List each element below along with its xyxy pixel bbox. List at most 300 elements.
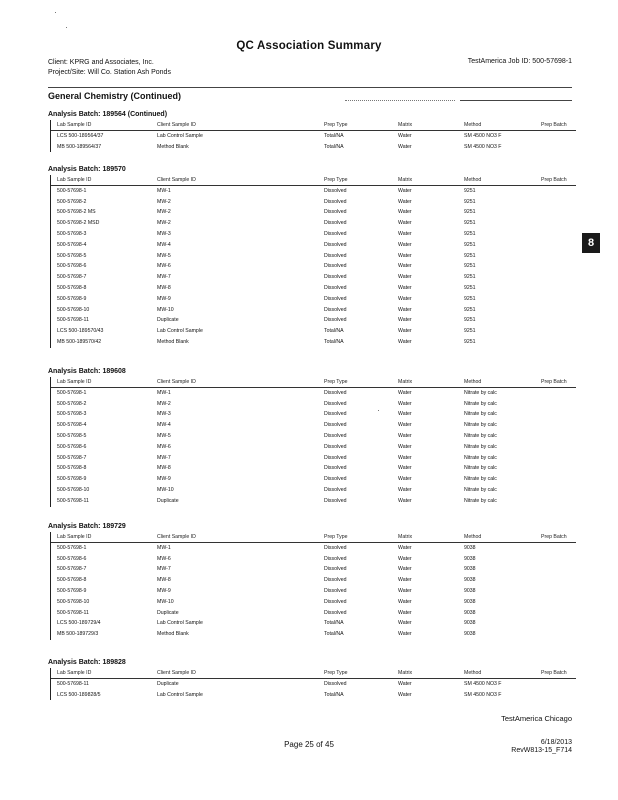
table-cell: Water	[398, 306, 412, 313]
header-rule	[48, 87, 572, 88]
table-cell: SM 4500 NO3 F	[464, 680, 502, 687]
table-cell: 9251	[464, 220, 476, 227]
table-cell: Water	[398, 465, 412, 472]
table-cell: Nitrate by calc	[464, 400, 497, 407]
table-cell: MW-5	[157, 252, 171, 259]
column-header: Matrix	[398, 670, 413, 676]
table-cell: MW-10	[157, 306, 174, 313]
table-cell: MW-3	[157, 230, 171, 237]
table-cell: 500-57698-1	[57, 544, 87, 551]
table-header	[51, 175, 576, 186]
column-header: Client Sample ID	[157, 379, 196, 385]
table-cell: MW-6	[157, 555, 171, 562]
table-cell: Water	[398, 230, 412, 237]
table-cell: Nitrate by calc	[464, 411, 497, 418]
project-site: Project/Site: Will Co. Station Ash Ponds	[48, 69, 171, 76]
table-cell: MW-9	[157, 476, 171, 483]
table-cell: Method Blank	[157, 143, 189, 150]
table-cell: MW-7	[157, 454, 171, 461]
table-cell: Method Blank	[157, 338, 189, 345]
page-title: QC Association Summary	[236, 40, 382, 52]
table-cell: 500-57698-11	[57, 317, 89, 324]
table-cell: 500-57698-10	[57, 306, 90, 313]
table-cell: 500-57698-10	[57, 486, 90, 493]
table-cell: LCS 500-189828/5	[57, 691, 101, 698]
section-tab-badge: 8	[582, 233, 600, 253]
batch-block	[48, 658, 576, 700]
table-cell: Total/NA	[324, 338, 344, 345]
table-cell: Water	[398, 411, 412, 418]
table-cell: MW-9	[157, 295, 171, 302]
table-row	[51, 272, 576, 283]
table-row	[51, 690, 576, 701]
table-cell: Water	[398, 317, 412, 324]
table-row	[51, 474, 576, 485]
table-cell: 9251	[464, 338, 476, 345]
table-cell: Dissolved	[324, 598, 347, 605]
table-cell: Water	[398, 143, 412, 150]
table-cell: MW-1	[157, 187, 171, 194]
table-cell: Dissolved	[324, 230, 347, 237]
table-cell: MW-2	[157, 220, 171, 227]
table-cell: Dissolved	[324, 587, 347, 594]
table-header	[51, 668, 576, 679]
table-row	[51, 409, 576, 420]
table-cell: 500-57698-8	[57, 284, 87, 291]
table-row	[51, 240, 576, 251]
table-row	[51, 337, 576, 348]
table-cell: Water	[398, 284, 412, 291]
table-row	[51, 294, 576, 305]
table-row	[51, 186, 576, 197]
batch-block	[48, 165, 576, 348]
table-cell: 9251	[464, 263, 476, 270]
table-cell: Water	[398, 220, 412, 227]
table-cell: 9038	[464, 577, 476, 584]
batch-block	[48, 522, 576, 640]
table-cell: MW-9	[157, 587, 171, 594]
scan-speck	[66, 27, 67, 28]
column-header: Prep Batch	[541, 670, 567, 676]
table-cell: Method Blank	[157, 631, 189, 638]
table-cell: 500-57698-8	[57, 577, 87, 584]
table-cell: 9038	[464, 631, 476, 638]
table-cell: LCS 500-189729/4	[57, 620, 101, 627]
batch-title: Analysis Batch: 189608	[48, 368, 126, 375]
table-row	[51, 218, 576, 229]
table-cell: Dissolved	[324, 566, 347, 573]
table-cell: 9251	[464, 198, 476, 205]
table-cell: MW-10	[157, 486, 174, 493]
table-cell: 500-57698-1	[57, 389, 87, 396]
table-row	[51, 463, 576, 474]
table-cell: Water	[398, 338, 412, 345]
table-cell: MB 500-189729/3	[57, 631, 99, 638]
table-cell: 9038	[464, 609, 476, 616]
batch-block	[48, 110, 576, 152]
table-cell: Water	[398, 577, 412, 584]
column-header: Matrix	[398, 534, 413, 540]
table-cell: Water	[398, 328, 412, 335]
batch-table	[50, 532, 576, 640]
table-cell: Dissolved	[324, 198, 347, 205]
column-header: Prep Batch	[541, 379, 567, 385]
table-cell: MW-4	[157, 241, 171, 248]
table-cell: MW-7	[157, 566, 171, 573]
column-header: Client Sample ID	[157, 122, 196, 128]
table-cell: 500-57698-6	[57, 263, 87, 270]
table-cell: Water	[398, 443, 412, 450]
table-header	[51, 120, 576, 131]
table-cell: Lab Control Sample	[157, 132, 203, 139]
section-title: General Chemistry (Continued)	[48, 91, 182, 101]
table-cell: SM 4500 NO3 F	[464, 132, 502, 139]
table-cell: 9251	[464, 274, 476, 281]
table-cell: Dissolved	[324, 209, 347, 216]
batch-title: Analysis Batch: 189570	[48, 166, 126, 173]
table-cell: 9038	[464, 544, 476, 551]
table-cell: 500-57698-8	[57, 465, 87, 472]
report-date: 6/18/2013	[540, 739, 572, 746]
batch-table	[50, 377, 576, 507]
table-cell: 500-57698-4	[57, 422, 87, 429]
table-cell: Water	[398, 620, 412, 627]
table-cell: 500-57698-5	[57, 432, 87, 439]
table-cell: Nitrate by calc	[464, 497, 497, 504]
table-cell: MW-2	[157, 198, 171, 205]
column-header: Lab Sample ID	[57, 177, 92, 183]
table-cell: Dissolved	[324, 389, 347, 396]
footer-date	[511, 739, 572, 755]
table-cell: 500-57698-11	[57, 680, 89, 687]
table-cell: Dissolved	[324, 187, 347, 194]
table-cell: 9251	[464, 252, 476, 259]
table-cell: Water	[398, 476, 412, 483]
table-cell: Water	[398, 454, 412, 461]
column-header: Prep Type	[324, 379, 348, 385]
table-cell: 9038	[464, 598, 476, 605]
table-cell: Total/NA	[324, 691, 344, 698]
table-cell: 500-57698-2 MS	[57, 209, 96, 216]
table-cell: 9251	[464, 284, 476, 291]
section-rule	[460, 100, 572, 101]
table-row	[51, 679, 576, 690]
table-cell: Dissolved	[324, 497, 347, 504]
table-row	[51, 131, 576, 142]
table-row	[51, 496, 576, 507]
table-cell: Dissolved	[324, 317, 347, 324]
table-cell: MW-5	[157, 432, 171, 439]
table-cell: MW-1	[157, 544, 171, 551]
table-cell: Total/NA	[324, 631, 344, 638]
table-cell: Water	[398, 555, 412, 562]
table-cell: Dissolved	[324, 274, 347, 281]
form-reference: RevW813-15_F714	[511, 747, 572, 754]
table-cell: 500-57698-4	[57, 241, 87, 248]
table-cell: MB 500-189570/42	[57, 338, 102, 345]
table-cell: 500-57698-7	[57, 454, 87, 461]
table-cell: 500-57698-11	[57, 609, 89, 616]
table-cell: Water	[398, 422, 412, 429]
table-cell: Water	[398, 241, 412, 248]
table-cell: Total/NA	[324, 620, 344, 627]
table-cell: Dissolved	[324, 284, 347, 291]
section-divider	[345, 100, 455, 101]
table-cell: MW-2	[157, 400, 171, 407]
table-cell: Nitrate by calc	[464, 476, 497, 483]
table-cell: MW-7	[157, 274, 171, 281]
batch-table	[50, 175, 576, 348]
table-cell: Dissolved	[324, 476, 347, 483]
table-cell: Total/NA	[324, 143, 344, 150]
table-row	[51, 251, 576, 262]
table-row	[51, 207, 576, 218]
table-cell: Water	[398, 497, 412, 504]
column-header: Matrix	[398, 122, 413, 128]
table-cell: Dissolved	[324, 680, 347, 687]
table-cell: 500-57698-9	[57, 587, 87, 594]
table-cell: SM 4500 NO3 F	[464, 691, 502, 698]
table-cell: Dissolved	[324, 306, 347, 313]
table-row	[51, 315, 576, 326]
table-cell: Dissolved	[324, 544, 347, 551]
column-header: Prep Type	[324, 122, 348, 128]
table-row	[51, 305, 576, 316]
table-row	[51, 453, 576, 464]
table-cell: Dissolved	[324, 609, 347, 616]
table-row	[51, 431, 576, 442]
column-header: Lab Sample ID	[57, 122, 92, 128]
table-row	[51, 261, 576, 272]
table-cell: Total/NA	[324, 328, 344, 335]
table-cell: Dissolved	[324, 432, 347, 439]
column-header: Lab Sample ID	[57, 534, 92, 540]
table-header	[51, 532, 576, 543]
table-cell: 500-57698-2	[57, 400, 87, 407]
table-cell: MB 500-189564/37	[57, 143, 102, 150]
table-cell: LCS 500-189564/37	[57, 132, 104, 139]
table-row	[51, 388, 576, 399]
column-header: Prep Type	[324, 534, 348, 540]
column-header: Prep Type	[324, 670, 348, 676]
table-cell: Dissolved	[324, 443, 347, 450]
table-cell: Nitrate by calc	[464, 454, 497, 461]
footer-lab-name: TestAmerica Chicago	[501, 714, 572, 723]
table-cell: Nitrate by calc	[464, 389, 497, 396]
table-cell: Water	[398, 400, 412, 407]
batch-table	[50, 120, 576, 152]
job-id: TestAmerica Job ID: 500-57698-1	[467, 58, 572, 65]
table-cell: Dissolved	[324, 422, 347, 429]
batch-title: Analysis Batch: 189729	[48, 523, 126, 530]
column-header: Prep Type	[324, 177, 348, 183]
column-header: Matrix	[398, 177, 413, 183]
column-header: Lab Sample ID	[57, 670, 92, 676]
table-cell: 500-57698-10	[57, 598, 90, 605]
table-cell: Duplicate	[157, 497, 179, 504]
column-header: Method	[464, 122, 482, 128]
table-cell: Dissolved	[324, 577, 347, 584]
table-cell: 9251	[464, 209, 476, 216]
table-cell: MW-8	[157, 284, 171, 291]
table-cell: Water	[398, 295, 412, 302]
table-row	[51, 485, 576, 496]
table-cell: Dissolved	[324, 486, 347, 493]
column-header: Method	[464, 177, 482, 183]
table-cell: Dissolved	[324, 295, 347, 302]
table-cell: Water	[398, 691, 412, 698]
table-row	[51, 399, 576, 410]
table-cell: Dissolved	[324, 555, 347, 562]
table-cell: 9251	[464, 306, 476, 313]
table-cell: Lab Control Sample	[157, 691, 203, 698]
table-cell: MW-8	[157, 577, 171, 584]
table-cell: Water	[398, 274, 412, 281]
table-cell: MW-1	[157, 389, 171, 396]
table-cell: 9038	[464, 620, 476, 627]
table-cell: Water	[398, 132, 412, 139]
table-cell: 500-57698-3	[57, 230, 87, 237]
table-cell: Nitrate by calc	[464, 465, 497, 472]
column-header: Prep Batch	[541, 122, 567, 128]
page-number: Page 25 of 45	[284, 740, 334, 749]
table-cell: Nitrate by calc	[464, 443, 497, 450]
table-cell: 500-57698-9	[57, 295, 87, 302]
table-cell: Water	[398, 263, 412, 270]
table-row	[51, 442, 576, 453]
column-header: Method	[464, 379, 482, 385]
table-cell: Lab Control Sample	[157, 620, 203, 627]
table-cell: MW-3	[157, 411, 171, 418]
table-cell: Dissolved	[324, 241, 347, 248]
table-row	[51, 564, 576, 575]
table-cell: Dissolved	[324, 263, 347, 270]
table-cell: 9038	[464, 566, 476, 573]
table-cell: 500-57698-3	[57, 411, 87, 418]
table-cell: Total/NA	[324, 132, 344, 139]
table-cell: Dissolved	[324, 400, 347, 407]
table-row	[51, 197, 576, 208]
table-row	[51, 575, 576, 586]
table-cell: Dissolved	[324, 465, 347, 472]
table-cell: Water	[398, 631, 412, 638]
scan-speck	[378, 410, 379, 411]
scan-speck	[55, 12, 56, 13]
table-row	[51, 543, 576, 554]
table-cell: 9038	[464, 555, 476, 562]
table-cell: Water	[398, 198, 412, 205]
table-cell: 9038	[464, 587, 476, 594]
table-row	[51, 326, 576, 337]
column-header: Prep Batch	[541, 177, 567, 183]
table-header	[51, 377, 576, 388]
column-header: Method	[464, 670, 482, 676]
table-cell: 500-57698-2	[57, 198, 87, 205]
table-cell: Water	[398, 432, 412, 439]
column-header: Client Sample ID	[157, 534, 196, 540]
table-cell: MW-2	[157, 209, 171, 216]
table-cell: 500-57698-5	[57, 252, 87, 259]
table-row	[51, 283, 576, 294]
table-cell: 9251	[464, 241, 476, 248]
table-cell: 500-57698-7	[57, 274, 87, 281]
table-cell: Water	[398, 252, 412, 259]
column-header: Client Sample ID	[157, 670, 196, 676]
table-row	[51, 554, 576, 565]
table-cell: 500-57698-2 MSD	[57, 220, 100, 227]
table-cell: Water	[398, 486, 412, 493]
column-header: Lab Sample ID	[57, 379, 92, 385]
table-cell: Water	[398, 187, 412, 194]
table-row	[51, 420, 576, 431]
table-cell: Water	[398, 566, 412, 573]
table-cell: Nitrate by calc	[464, 486, 497, 493]
table-cell: MW-6	[157, 443, 171, 450]
table-cell: MW-4	[157, 422, 171, 429]
table-cell: Lab Control Sample	[157, 328, 203, 335]
table-cell: SM 4500 NO3 F	[464, 143, 502, 150]
table-cell: Water	[398, 609, 412, 616]
table-cell: MW-10	[157, 598, 174, 605]
table-cell: 9251	[464, 187, 476, 194]
table-cell: Duplicate	[157, 680, 179, 687]
table-cell: MW-8	[157, 465, 171, 472]
table-row	[51, 586, 576, 597]
table-cell: MW-6	[157, 263, 171, 270]
table-row	[51, 608, 576, 619]
table-cell: 9251	[464, 328, 476, 335]
table-cell: 9251	[464, 230, 476, 237]
client-name: Client: KPRG and Associates, Inc.	[48, 59, 154, 66]
table-cell: Water	[398, 544, 412, 551]
column-header: Prep Batch	[541, 534, 567, 540]
table-cell: 500-57698-6	[57, 443, 87, 450]
table-row	[51, 142, 576, 153]
table-cell: Duplicate	[157, 609, 179, 616]
client-info	[48, 58, 171, 78]
table-row	[51, 629, 576, 640]
batch-block	[48, 367, 576, 507]
table-cell: Dissolved	[324, 411, 347, 418]
table-row	[51, 229, 576, 240]
table-cell: 9251	[464, 295, 476, 302]
table-cell: Nitrate by calc	[464, 422, 497, 429]
batch-title: Analysis Batch: 189828	[48, 659, 126, 666]
table-cell: Water	[398, 587, 412, 594]
table-row	[51, 597, 576, 608]
column-header: Client Sample ID	[157, 177, 196, 183]
table-cell: 500-57698-9	[57, 476, 87, 483]
table-cell: Dissolved	[324, 454, 347, 461]
table-cell: Dissolved	[324, 252, 347, 259]
table-cell: Water	[398, 598, 412, 605]
table-cell: 9251	[464, 317, 476, 324]
table-cell: 500-57698-1	[57, 187, 87, 194]
batch-table	[50, 668, 576, 700]
table-cell: Water	[398, 389, 412, 396]
table-cell: 500-57698-7	[57, 566, 87, 573]
table-cell: Water	[398, 680, 412, 687]
table-cell: 500-57698-6	[57, 555, 87, 562]
table-cell: Dissolved	[324, 220, 347, 227]
column-header: Method	[464, 534, 482, 540]
table-cell: Duplicate	[157, 317, 179, 324]
table-row	[51, 618, 576, 629]
table-cell: LCS 500-189570/43	[57, 328, 104, 335]
batch-title: Analysis Batch: 189564 (Continued)	[48, 111, 168, 118]
table-cell: 500-57698-11	[57, 497, 89, 504]
table-cell: Water	[398, 209, 412, 216]
